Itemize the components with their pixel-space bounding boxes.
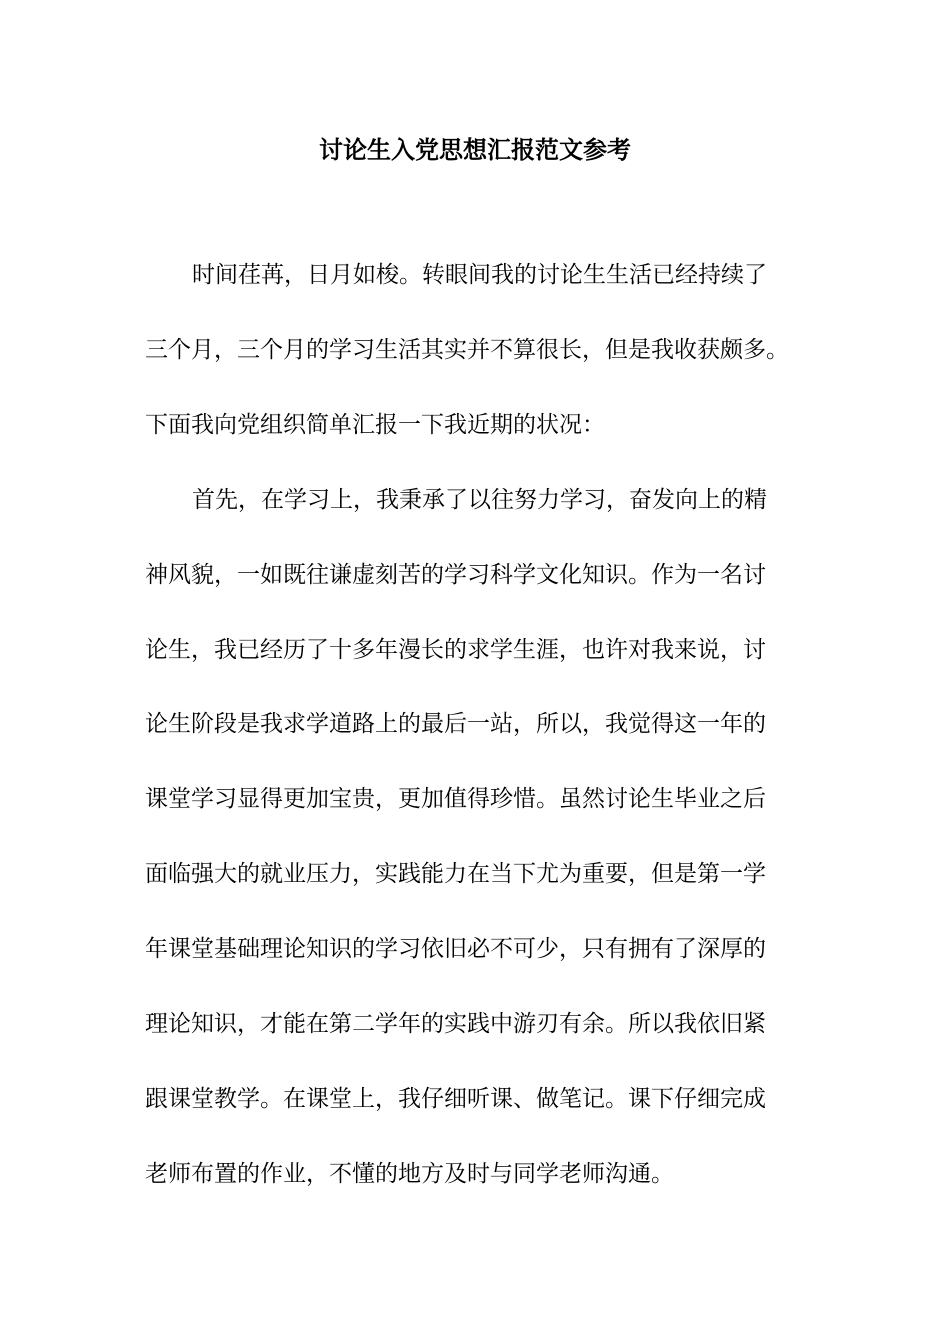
paragraph-2-line-6: 面临强大的就业压力，实践能力在当下尤为重要，但是第一学 [145, 861, 766, 887]
paragraph-1-line-2: 三个月，三个月的学习生活其实并不算很长，但是我收获颇多。 [145, 337, 789, 363]
paragraph-2-line-3: 论生，我已经历了十多年漫长的求学生涯，也许对我来说，讨 [145, 637, 766, 663]
paragraph-2-line-1: 首先，在学习上，我秉承了以往努力学习，奋发向上的精 [192, 487, 767, 513]
paragraph-2-line-2: 神风貌，一如既往谦虚刻苦的学习科学文化知识。作为一名讨 [145, 562, 766, 588]
document-title: 讨论生入党思想汇报范文参考 [319, 135, 631, 164]
paragraph-2-line-9: 跟课堂教学。在课堂上，我仔细听课、做笔记。课下仔细完成 [145, 1086, 766, 1112]
paragraph-2-line-4: 论生阶段是我求学道路上的最后一站，所以，我觉得这一年的 [145, 711, 766, 737]
paragraph-2-line-10: 老师布置的作业，不懂的地方及时与同学老师沟通。 [145, 1161, 674, 1187]
paragraph-1-line-3: 下面我向党组织简单汇报一下我近期的状况： [145, 412, 605, 438]
paragraph-2-line-5: 课堂学习显得更加宝贵，更加值得珍惜。虽然讨论生毕业之后 [145, 786, 766, 812]
paragraph-1-line-1: 时间荏苒，日月如梭。转眼间我的讨论生生活已经持续了 [192, 262, 767, 288]
paragraph-2-line-7: 年课堂基础理论知识的学习依旧必不可少，只有拥有了深厚的 [145, 936, 766, 962]
paragraph-2-line-8: 理论知识，才能在第二学年的实践中游刃有余。所以我依旧紧 [145, 1011, 766, 1037]
